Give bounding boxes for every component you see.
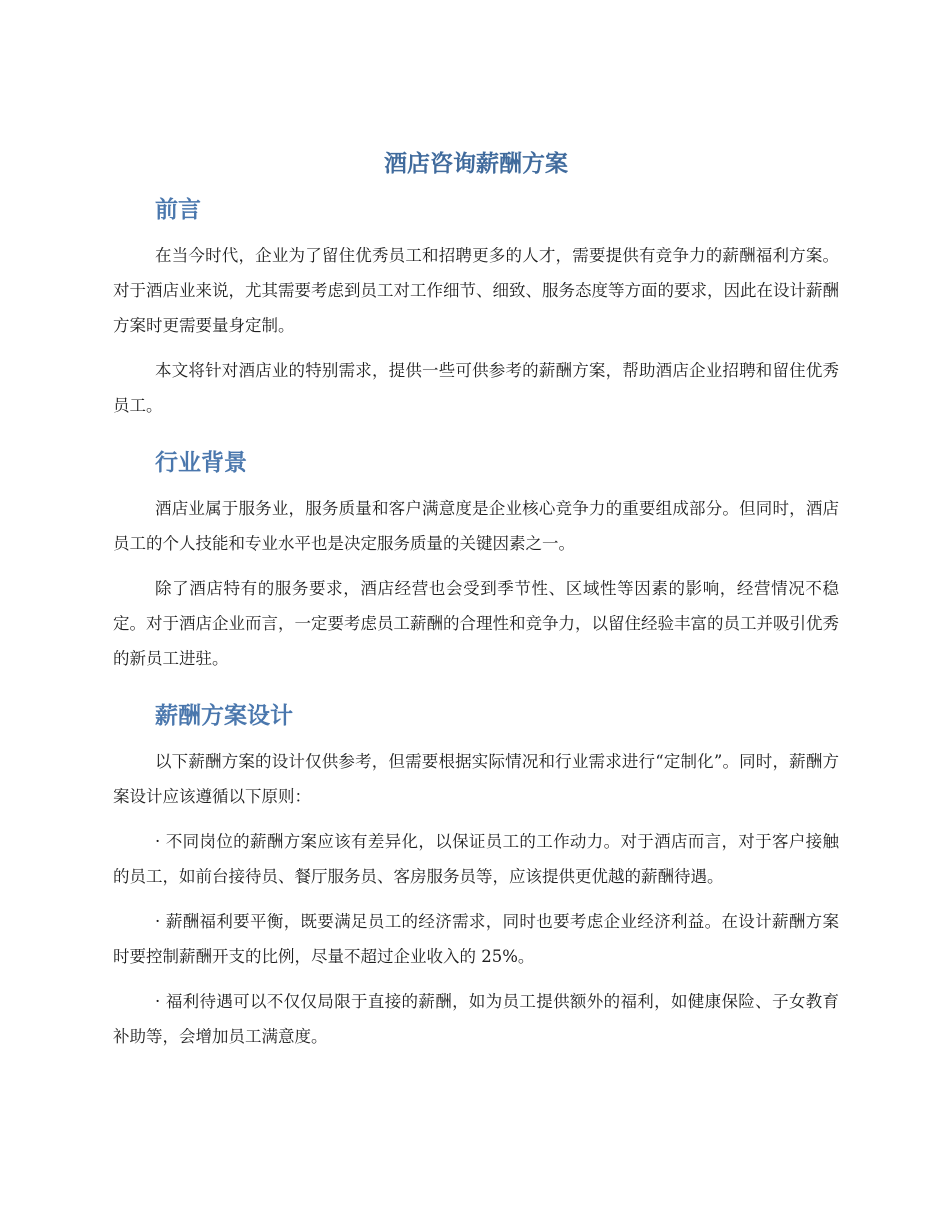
document-title: 酒店咨询薪酬方案 (384, 151, 568, 177)
paragraph-background-1: 酒店业属于服务业，服务质量和客户满意度是企业核心竞争力的重要组成部分。但同时，酒店员工的个人技能和专业水平也是决定服务质量的关键因素之一。 (113, 499, 839, 553)
paragraph-preface-1: 在当今时代，企业为了留住优秀员工和招聘更多的人才，需要提供有竞争力的薪酬福利方案。对于酒店业来说，尤其需要考虑到员工对工作细节、细致、服务态度等方面的要求，因此在设计薪酬方案时更需要量身定制。 (113, 246, 839, 335)
paragraph-preface-2: 本文将针对酒店业的特别需求，提供一些可供参考的薪酬方案，帮助酒店企业招聘和留住优秀员工。 (113, 361, 839, 415)
section-heading-preface: 前言 (155, 197, 201, 223)
document-content (113, 146, 839, 1054)
bullet-item-benefits: · 福利待遇可以不仅仅局限于直接的薪酬，如为员工提供额外的福利，如健康保险、子女教育补助等，会增加员工满意度。 (113, 992, 839, 1046)
paragraph-background-2: 除了酒店特有的服务要求，酒店经营也会受到季节性、区域性等因素的影响，经营情况不稳定。对于酒店企业而言，一定要考虑员工薪酬的合理性和竞争力，以留住经验丰富的员工并吸引优秀的新员工进驻。 (113, 579, 839, 668)
section-heading-compensation-design: 薪酬方案设计 (155, 703, 293, 729)
bullet-item-balance: · 薪酬福利要平衡，既要满足员工的经济需求，同时也要考虑企业经济利益。在设计薪酬方案时要控制薪酬开支的比例，尽量不超过企业收入的 25%。 (113, 912, 839, 966)
bullet-item-differentiation: · 不同岗位的薪酬方案应该有差异化，以保证员工的工作动力。对于酒店而言，对于客户接触的员工，如前台接待员、餐厅服务员、客房服务员等，应该提供更优越的薪酬待遇。 (113, 832, 839, 886)
paragraph-design-intro: 以下薪酬方案的设计仅供参考，但需要根据实际情况和行业需求进行“定制化”。同时，薪酬方案设计应该遵循以下原则： (113, 752, 839, 806)
section-heading-industry-background: 行业背景 (155, 450, 247, 476)
